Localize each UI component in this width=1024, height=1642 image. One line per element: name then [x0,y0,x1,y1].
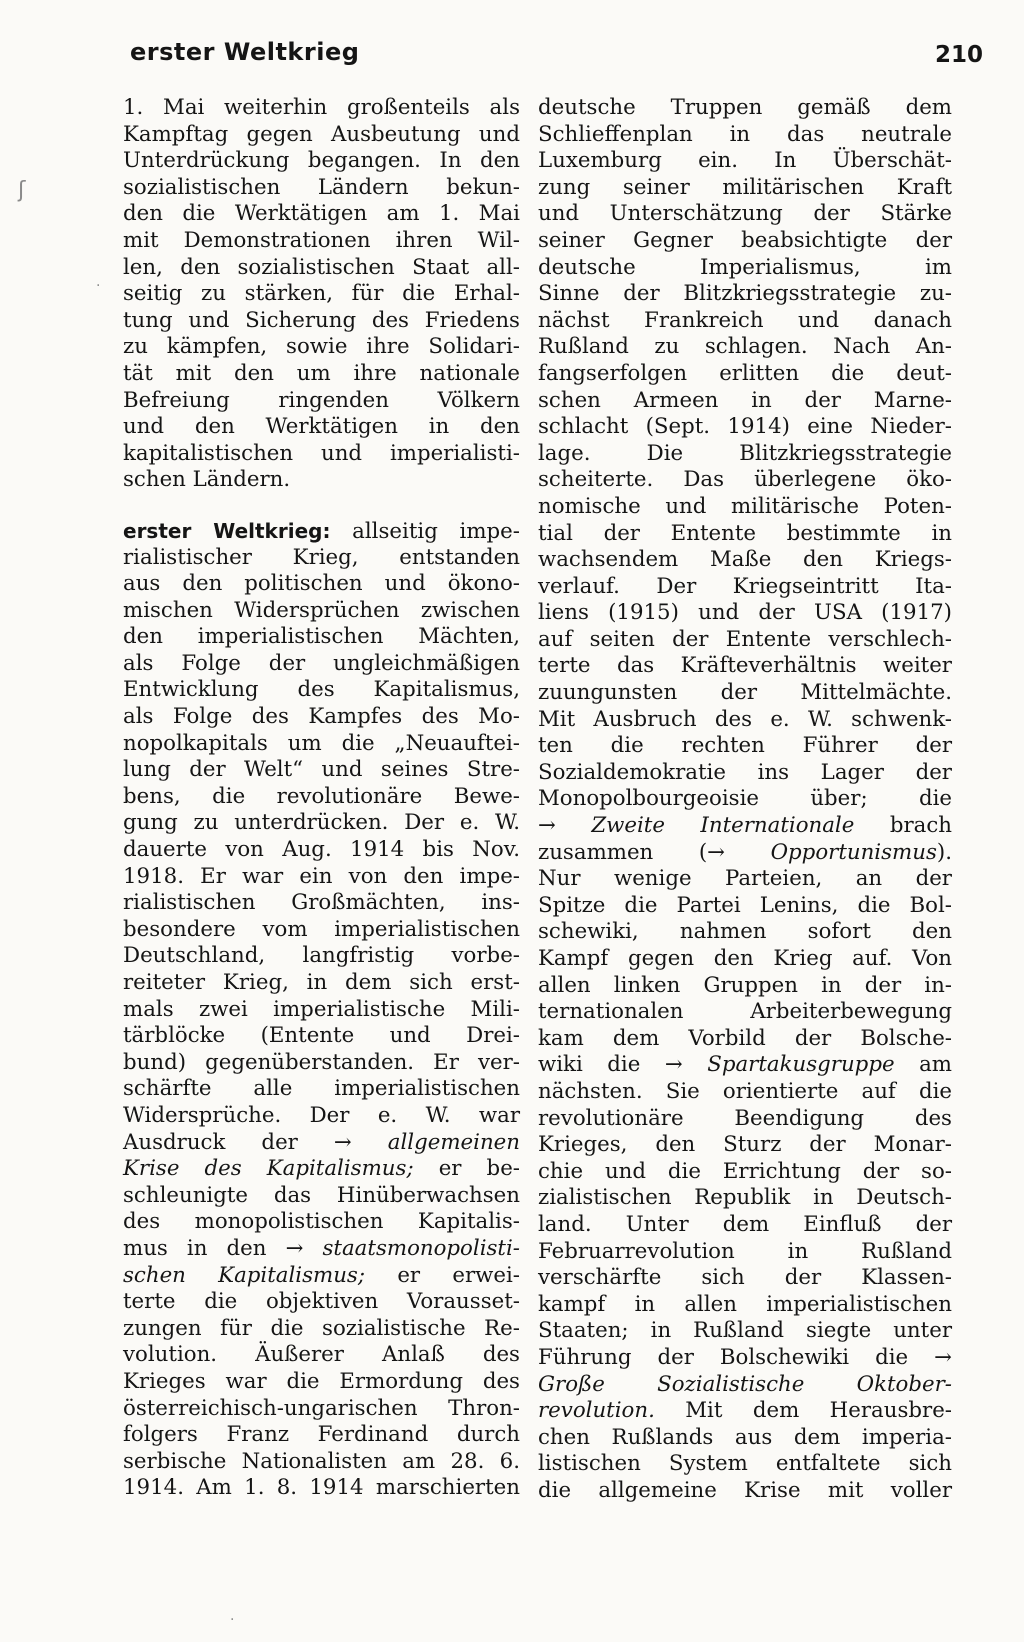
text-line: als Folge der ungleichmäßigen [123,650,520,676]
page-number: 210 [935,42,984,68]
text-line: Staaten; in Rußland siegte unter [538,1318,952,1344]
text-line [538,1398,952,1425]
text-line: und Unterschätzung der Stärke [538,201,952,227]
text-line: fangserfolgen erlitten die deut- [538,360,952,386]
cross-reference-link[interactable]: staatsmonopolisti- [322,1235,520,1261]
text-line: terte das Kräfteverhältnis weiter [538,653,952,679]
text-line: des monopolistischen Kapitalis- [123,1209,520,1235]
text-line: Nur wenige Parteien, an der [538,866,952,892]
text-line: zu kämpfen, sowie ihre Solidari- [123,334,520,360]
text-line: nächsten. Sie orientierte auf die [538,1078,952,1104]
cross-reference-link[interactable]: Große Sozialistische Oktober- [538,1371,952,1397]
text-line: schlacht (Sept. 1914) eine Nieder- [538,414,952,440]
ref-suffix: er be- [413,1156,520,1182]
text-line: Rußland zu schlagen. Nach An- [538,334,952,360]
text-line: bens, die revolutionäre Bewe- [123,783,520,809]
text-line: Unterdrückung begangen. In den [123,148,520,174]
ref-suffix: brach [854,813,952,839]
entry-first-line [123,518,520,545]
text-line: rialistischer Krieg, entstanden [123,544,520,570]
text-line: volution. Äußerer Anlaß des [123,1342,520,1368]
ref-suffix: er erwei- [365,1262,520,1288]
text-line: Schlieffenplan in das neutrale [538,121,952,147]
cross-reference-link[interactable]: schen Kapitalismus; [123,1262,366,1288]
ref-prefix: Ausdruck der → [123,1129,388,1155]
cross-reference-link[interactable]: allgemeinen [387,1129,520,1155]
text-line: schärfte alle imperialistischen [123,1076,520,1102]
text-line: bund) gegenüberstanden. Er ver- [123,1049,520,1075]
text-line: rialistischen Großmächten, ins- [123,890,520,916]
text-line: schen Armeen in der Marne- [538,387,952,413]
text-line: chie und die Errichtung der so- [538,1158,952,1184]
text-line: folgers Franz Ferdinand durch [123,1422,520,1448]
entry-headword: erster Weltkrieg: [123,518,331,543]
text-line: Monopolbourgeoisie über; die [538,786,952,812]
text-line: die allgemeine Krise mit voller [538,1477,952,1503]
text-line: wachsendem Maße den Kriegs- [538,547,952,573]
text-line: deutsche Imperialismus, im [538,254,952,280]
text-line: Spitze die Partei Lenins, die Bol- [538,892,952,918]
text-line: kapitalistischen und imperialisti- [123,440,520,466]
text-line: mischen Widersprüchen zwischen [123,597,520,623]
text-line: Führung der Bolschewiki die → [538,1344,952,1370]
text-line [123,1263,520,1290]
text-line: tung und Sicherung des Friedens [123,307,520,333]
text-line: Kampftag gegen Ausbeutung und [123,121,520,147]
text-line: besondere vom imperialistischen [123,916,520,942]
text-line: ternationalen Arbeiterbewegung [538,999,952,1025]
arrow-icon: → [538,813,592,839]
text-line: len, den sozialistischen Staat all- [123,254,520,280]
text-line: 1918. Er war ein von den impe- [123,863,520,889]
entry-erster-weltkrieg [123,518,520,1502]
text-line: scheiterte. Das überlegene öko- [538,467,952,493]
text-line: mit Demonstrationen ihren Wil- [123,227,520,253]
text-line: seitig zu stärken, für die Erhal- [123,281,520,307]
text-line [538,1052,952,1079]
text-line: reiteter Krieg, in dem sich erst- [123,970,520,995]
text-line: 1914. Am 1. 8. 1914 marschierten [123,1475,520,1501]
text-line: deutsche Truppen gemäß dem [538,95,952,120]
text-line: listischen System entfaltete sich [538,1451,952,1477]
text-line: terte die objektiven Vorausset- [123,1289,520,1315]
text-line [123,1130,520,1157]
text-line: Sinne der Blitzkriegsstrategie zu- [538,281,952,307]
text-line [538,1372,952,1399]
bottom-dot-icon: · [230,1612,235,1628]
text-line: kampf in allen imperialistischen [538,1291,952,1317]
text-line: chen Rußlands aus dem imperia- [538,1424,952,1450]
text-line: aus den politischen und ökono- [123,571,520,597]
text-line [538,840,952,867]
cross-reference-link[interactable]: Zweite Internationale [591,813,855,839]
text-line: schewiki, nahmen sofort den [538,919,952,945]
text-line: sozialistischen Ländern bekun- [123,174,520,200]
text-line: dauerte von Aug. 1914 bis Nov. [123,837,520,863]
text-line: und den Werktätigen in den [123,414,520,440]
text-line: tät mit den um ihre nationale [123,360,520,386]
text-line: 1. Mai weiterhin großenteils als [123,95,520,120]
text-line: Widersprüche. Der e. W. war [123,1102,520,1128]
text-line: Februarrevolution in Rußland [538,1238,952,1264]
text-line: schen Ländern. [123,467,291,493]
text-line: ten die rechten Führer der [538,733,952,759]
text-line: verlauf. Der Kriegseintritt Ita- [538,573,952,599]
text-line: Sozialdemokratie ins Lager der [538,759,952,785]
text-line: Entwicklung des Kapitalismus, [123,677,520,703]
text-line [123,1236,520,1263]
text-line: den die Werktätigen am 1. Mai [123,201,520,227]
text-line: österreichisch-ungarischen Thron- [123,1395,520,1421]
text-line: kam dem Vorbild der Bolsche- [538,1025,952,1051]
text-line: liens (1915) und der USA (1917) [538,600,952,626]
ref-prefix: zusammen (→ [538,839,771,865]
text-line: Deutschland, langfristig vorbe- [123,943,520,969]
text-line: tärblöcke (Entente und Drei- [123,1023,520,1049]
text-line: lage. Die Blitzkriegsstrategie [538,440,952,466]
text-line: allen linken Gruppen in der in- [538,972,952,998]
text-line: als Folge des Kampfes des Mo- [123,704,520,730]
ref-prefix: mus in den → [123,1235,323,1261]
text-line [123,1156,520,1183]
text-line: Befreiung ringenden Völkern [123,387,520,413]
text-line: mals zwei imperialistische Mili- [123,996,520,1022]
text-line: Kampf gegen den Krieg auf. Von [538,946,952,971]
left-column [123,95,520,1502]
entry-first-line-text: allseitig impe- [330,518,520,544]
text-line: den imperialistischen Mächten, [123,624,520,650]
cross-reference-link[interactable]: Spartakusgruppe [707,1052,895,1078]
text-line: seiner Gegner beabsichtigte der [538,227,952,253]
cross-reference-link[interactable]: revolution. [538,1398,655,1424]
text-line: zungen für die sozialistische Re- [123,1315,520,1341]
text-line: nomische und militärische Poten- [538,493,952,519]
text-line: nächst Frankreich und danach [538,307,952,333]
text-line [538,813,952,840]
text-line: verschärfte sich der Klassen- [538,1265,952,1291]
ref-suffix: am [894,1052,952,1078]
text-line: lung der Welt“ und seines Stre- [123,757,520,783]
text-line: Krieges, den Sturz der Monar- [538,1132,952,1158]
text-line: Mit Ausbruch des e. W. schwenk- [538,706,952,732]
text-line: revolutionäre Beendigung des [538,1105,952,1131]
margin-dot-icon: · [96,278,101,294]
text-line: Krieges war die Ermordung des [123,1368,520,1394]
margin-mark-icon: ʃ [18,178,26,203]
ref-suffix: ). [936,839,952,865]
ref-prefix: wiki die → [538,1052,708,1078]
text-line: serbische Nationalisten am 28. 6. [123,1448,520,1474]
ref-suffix: Mit dem Herausbre- [654,1398,952,1424]
text-line: gung zu unterdrücken. Der e. W. [123,810,520,836]
text-line: nopolkapitals um die „Neuauftei- [123,730,520,756]
running-head-keyword: erster Weltkrieg [130,38,360,66]
cross-reference-link[interactable]: Opportunismus [770,839,937,865]
text-line: zialistischen Republik in Deutsch- [538,1185,952,1211]
cross-reference-link[interactable]: Krise des Kapitalismus; [123,1156,414,1182]
text-line: land. Unter dem Einfluß der [538,1211,952,1237]
text-line: Luxemburg ein. In Überschät- [538,148,952,174]
text-line: schleunigte das Hinüberwachsen [123,1182,520,1208]
text-line: tial der Entente bestimmte in [538,520,952,546]
text-line: zung seiner militärischen Kraft [538,174,952,200]
text-line: auf seiten der Entente verschlech- [538,626,952,652]
text-line: zuungunsten der Mittelmächte. [538,680,952,706]
right-column [538,95,952,1504]
continuation-paragraph [123,95,520,494]
